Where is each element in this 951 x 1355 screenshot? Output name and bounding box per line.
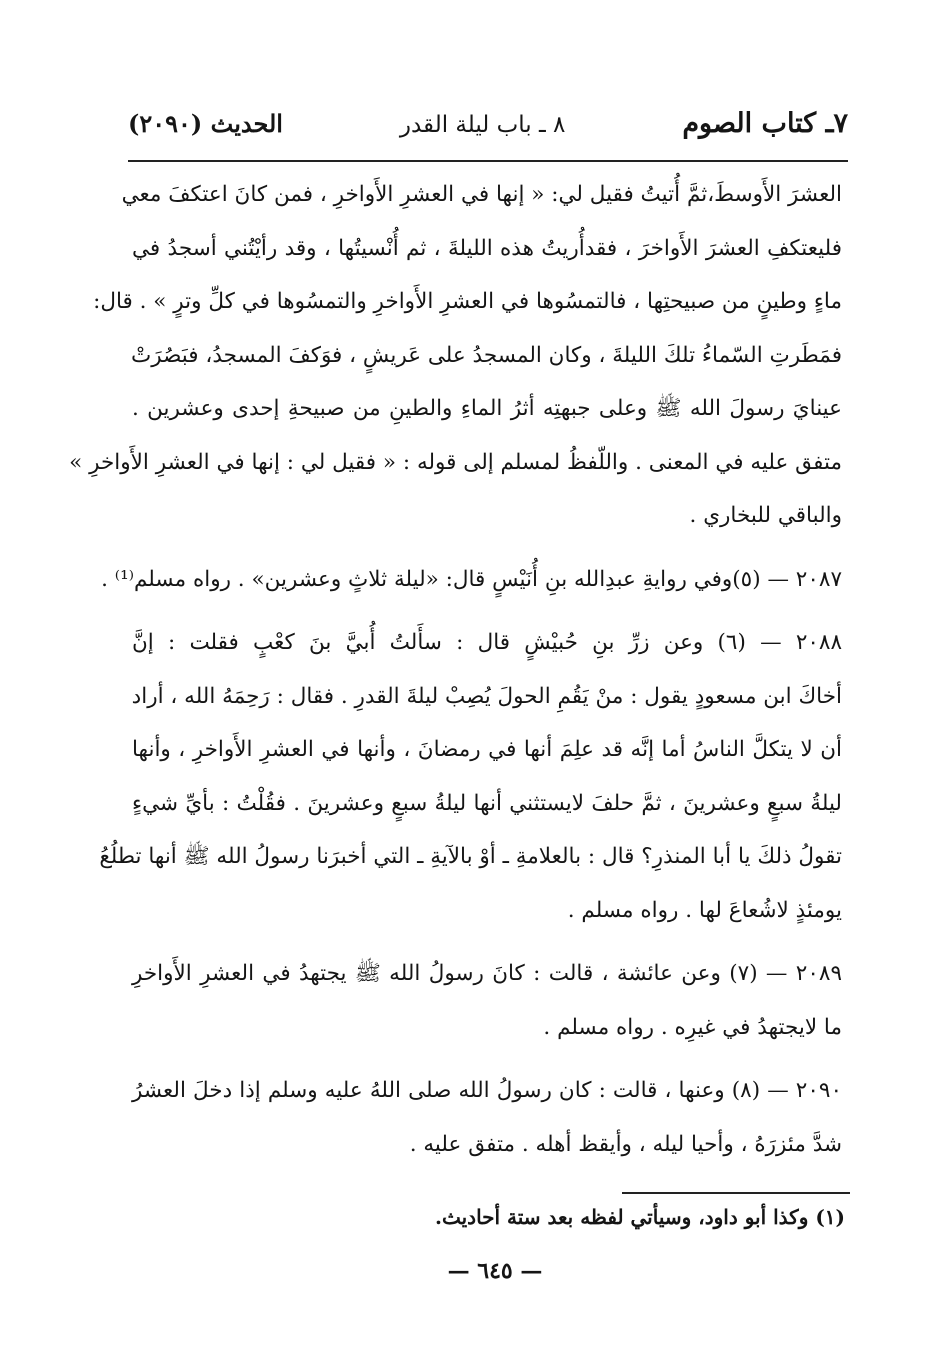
text-line: والباقي للبخاري . (689, 503, 842, 528)
text-line: ٢٠٨٩ — (٧) وعن عائشة ، قالت : كانَ رسولُ الله ﷺ يجتهدُ في العشرِ الأَواخرِ (132, 961, 842, 986)
footnote-rule (622, 1192, 850, 1194)
header-book-title: ٧ـ كتاب الصوم (682, 108, 848, 139)
text-line: فليعتكفِ العشرَ الأَواخرَ ، فقدأُريتُ هذه الليلةَ ، ثم أُنْسيتُها ، وقد رأيْتُني أسجدُ في (132, 235, 842, 261)
text-line: ٢٠٨٨ — (٦) وعن زرِّ بنِ حُبيْشٍ قال : سأَلتُ أُبيَّ بنَ كعْبٍ فقلت : إنَّ (132, 630, 843, 655)
text-line: ٢٠٨٧ — (٥)وفي روايةِ عبدِالله بنِ أُنَيْسٍ قال: «ليلة ثلاثٍ وعشرين» . رواه مسلم⁽¹⁾ . (101, 566, 842, 592)
text-line: عينايَ رسولَ الله ﷺ وعلى جبهتِه أثرُ الماءِ والطينِ من صبيحةِ إحدى وعشرين . (132, 396, 842, 421)
text-line: أن لا يتكلَّ الناسُ أما إنَّه قد علِمَ أنها في رمضانَ ، وأنها في العشرِ الأَواخرِ ، وأنها (132, 737, 842, 762)
text-line: أخاكَ ابن مسعودٍ يقول : منْ يَقُمِ الحولَ يُصِبْ ليلةَ القدرِ . فقال : رَحِمَهُ الله ، أراد (131, 683, 842, 709)
text-line: تقولُ ذلكَ يا أبا المنذرِ؟ قال : بالعلامةِ ـ أوْ بالآيةِ ـ التي أخبرَنا رسولُ الله ﷺ أنها تطلُعُ (99, 844, 842, 869)
header-hadith-range: الحديث (٢٠٩٠) (128, 109, 283, 138)
header-rule (128, 160, 848, 162)
hadith-text-body (69, 168, 843, 1171)
text-line: ٢٠٩٠ — (٨) وعنها ، قالت : كان رسولُ الله صلى اللهُ عليه وسلم إذا دخلَ العشرُ (132, 1078, 842, 1103)
text-line: شدَّ مئزرَهُ ، وأحيا ليله ، وأيقظ أهله . متفق عليه . (409, 1131, 842, 1157)
text-line: ما لايجتهدُ في غيرِه . رواه مسلم . (543, 1014, 842, 1040)
text-line: ليلةُ سبعٍ وعشرينَ ، ثمَّ حلفَ لايستثني أنها ليلةُ سبعٍ وعشرينَ . فقُلْتُ : بأيِّ شيءٍ (132, 790, 842, 816)
running-header (128, 108, 848, 158)
footnote: (١) وكذا أبو داود، وسيأتي لفظه بعد ستة أحاديث. (435, 1205, 845, 1229)
text-line: العشرَ الأَوسطَ،ثمَّ أُتيتُ فقيل لي: « إنها في العشرِ الأَواخرِ ، فمن كانَ اعتكفَ معي (121, 182, 842, 207)
text-line: ماءٍ وطينٍ من صبيحتِها ، فالتمسُوها في العشرِ الأَواخرِ والتمسُوها في كلِّ وترٍ » . قال: (93, 289, 842, 314)
page-number: — ٦٤٥ — (447, 1258, 543, 1284)
text-line: فمَطَرتِ السّماءُ تلكَ الليلةَ ، وكان المسجدُ على عَريشٍ ، فوَكفَ المسجدُ، فبَصُرَتْ (131, 342, 842, 368)
text-line: يومئذٍ لاشُعاعَ لها . رواه مسلم . (567, 897, 842, 923)
text-line: متفق عليه في المعنى . واللّفظُ لمسلم إلى قوله : « فقيل لي : إنها في العشرِ الأَواخرِ » (69, 449, 842, 475)
header-chapter-title: ٨ ـ باب ليلة القدر (399, 112, 566, 138)
